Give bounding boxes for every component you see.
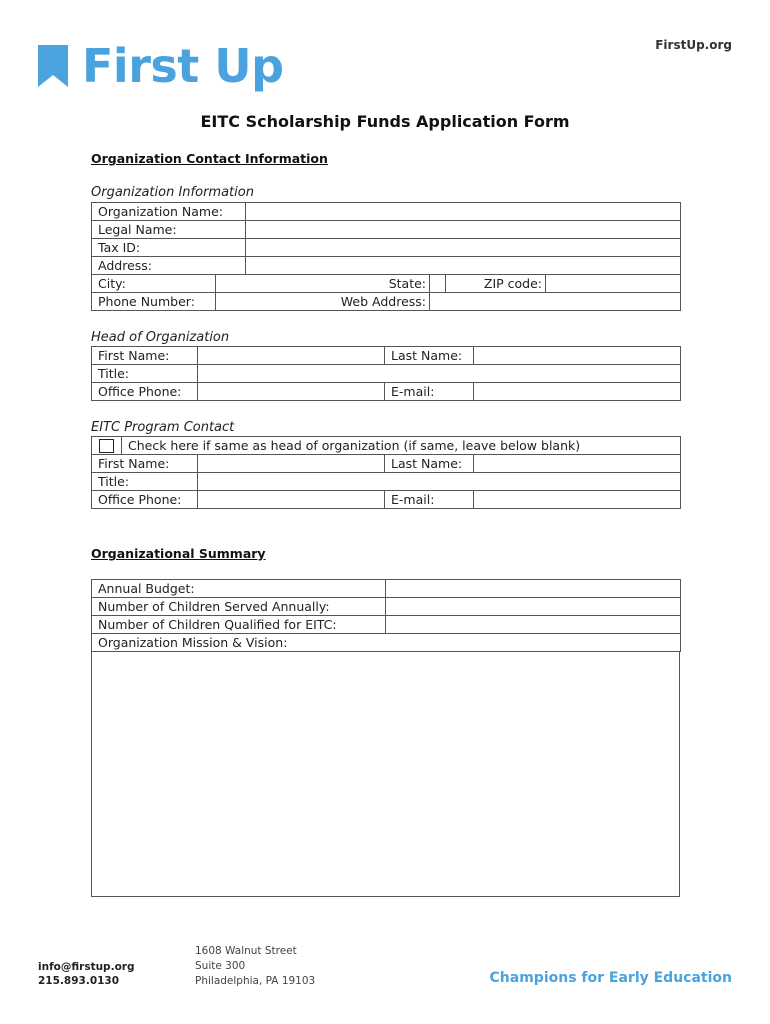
children-qualified-label: Number of Children Qualified for EITC:: [92, 616, 386, 634]
logo: [38, 38, 284, 94]
org-name-label: Organization Name:: [92, 203, 246, 221]
city-label: City:: [92, 275, 216, 293]
head-email-label: E-mail:: [385, 383, 474, 401]
footer-phone: 215.893.0130: [38, 975, 120, 987]
head-email-field[interactable]: [474, 383, 681, 401]
program-email-field[interactable]: [474, 491, 681, 509]
program-contact-heading: EITC Program Contact: [91, 420, 235, 435]
head-org-table: [91, 346, 681, 401]
org-info-heading: Organization Information: [91, 185, 254, 200]
program-title-field[interactable]: [198, 473, 681, 491]
program-email-label: E-mail:: [385, 491, 474, 509]
program-office-phone-label: Office Phone:: [92, 491, 198, 509]
head-office-phone-field[interactable]: [198, 383, 385, 401]
tax-id-field[interactable]: [246, 239, 681, 257]
budget-label: Annual Budget:: [92, 580, 386, 598]
state-label: State:: [216, 275, 430, 293]
children-qualified-field[interactable]: [386, 616, 681, 634]
footer-address-line2: Suite 300: [195, 960, 246, 972]
web-field[interactable]: [430, 293, 681, 311]
legal-name-field[interactable]: [246, 221, 681, 239]
state-field[interactable]: [430, 275, 446, 293]
children-served-label: Number of Children Served Annually:: [92, 598, 386, 616]
phone-label: Phone Number:: [92, 293, 216, 311]
program-first-name-field[interactable]: [198, 455, 385, 473]
web-label: Web Address:: [216, 293, 430, 311]
head-office-phone-label: Office Phone:: [92, 383, 198, 401]
bookmark-icon: [38, 45, 68, 87]
zip-field[interactable]: [546, 275, 681, 293]
address-field[interactable]: [246, 257, 681, 275]
zip-label: ZIP code:: [446, 275, 546, 293]
mission-label: Organization Mission & Vision:: [92, 634, 681, 652]
legal-name-label: Legal Name:: [92, 221, 246, 239]
program-last-name-label: Last Name:: [385, 455, 474, 473]
footer-address: [195, 944, 315, 989]
brand-name: First Up: [82, 39, 284, 93]
program-title-label: Title:: [92, 473, 198, 491]
program-office-phone-field[interactable]: [198, 491, 385, 509]
footer-tagline: Champions for Early Education: [489, 970, 732, 986]
head-title-field[interactable]: [198, 365, 681, 383]
summary-section-heading: Organizational Summary: [91, 546, 266, 561]
same-as-head-checkbox-cell[interactable]: [92, 437, 122, 455]
program-last-name-field[interactable]: [474, 455, 681, 473]
budget-field[interactable]: [386, 580, 681, 598]
org-name-field[interactable]: [246, 203, 681, 221]
footer-address-line1: 1608 Walnut Street: [195, 945, 297, 957]
same-as-head-checkbox[interactable]: [99, 439, 114, 453]
site-link[interactable]: FirstUp.org: [655, 38, 732, 52]
head-first-name-label: First Name:: [92, 347, 198, 365]
program-first-name-label: First Name:: [92, 455, 198, 473]
children-served-field[interactable]: [386, 598, 681, 616]
program-contact-table: [91, 436, 681, 509]
footer-email[interactable]: info@firstup.org: [38, 961, 135, 973]
summary-table: [91, 579, 681, 652]
page-title: EITC Scholarship Funds Application Form: [200, 112, 570, 131]
footer-contact: [38, 960, 134, 988]
tax-id-label: Tax ID:: [92, 239, 246, 257]
same-as-head-label: Check here if same as head of organization (if same, leave below blank): [122, 437, 681, 455]
footer-address-line3: Philadelphia, PA 19103: [195, 975, 316, 987]
address-label: Address:: [92, 257, 246, 275]
head-first-name-field[interactable]: [198, 347, 385, 365]
mission-field[interactable]: [91, 651, 680, 897]
head-org-heading: Head of Organization: [91, 330, 230, 345]
contact-section-heading: Organization Contact Information: [91, 151, 328, 166]
head-last-name-label: Last Name:: [385, 347, 474, 365]
head-last-name-field[interactable]: [474, 347, 681, 365]
head-title-label: Title:: [92, 365, 198, 383]
org-info-table: [91, 202, 681, 311]
